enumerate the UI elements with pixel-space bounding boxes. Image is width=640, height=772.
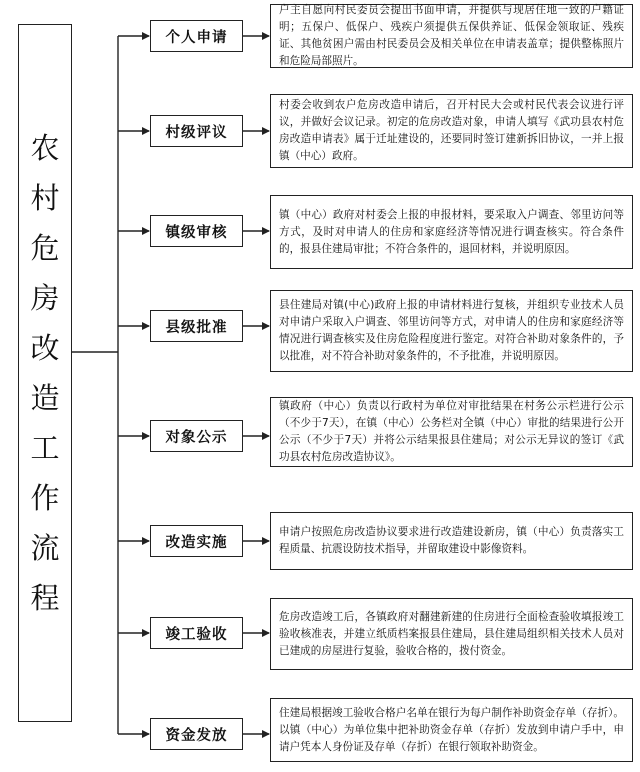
flow-title-char: 流: [30, 531, 60, 565]
step-description-text: 申请户按照危房改造协议要求进行改造建设新房，镇（中心）负责落实工程质量、抗震设防技术指导，并留取建设中影像资料。: [279, 526, 624, 555]
step-description-7: [270, 598, 633, 670]
flow-title-char: 程: [30, 581, 60, 615]
step-description-text: 住建局根据竣工验收合格户名单在银行为每户制作补助资金存单（存折）。以镇（中心）为单位集中把补助资金存单（存折）发放到申请户手中，申请户凭本人身份证及存单（存折）在银行领取补助资金。: [279, 706, 624, 753]
flow-title-char: 村: [30, 181, 60, 215]
step-box-4: 县级批准: [150, 310, 243, 342]
step-description-text: 镇（中心）政府对村委会上报的申报材料，要采取入户调查、邻里访问等方式，及时对申请人的住房和家庭经济等情况进行调查核实。符合条件的，报县住建局审批；不符合条件的，退回材料，并说明原因。: [279, 208, 624, 255]
flow-title-char: 作: [30, 481, 60, 515]
step-box-1: 个人申请: [150, 20, 243, 52]
step-box-7: 竣工验收: [150, 617, 243, 649]
step-box-8: 资金发放: [150, 718, 243, 750]
flow-title-char: 工: [30, 431, 60, 465]
flow-title-char: 农: [30, 131, 60, 165]
step-description-1: [270, 4, 633, 68]
step-box-5: 对象公示: [150, 420, 243, 452]
step-description-5: [270, 397, 633, 467]
flow-title-char: 改: [30, 331, 60, 365]
step-description-2: [270, 94, 633, 168]
step-description-4: [270, 290, 633, 372]
step-description-6: [270, 512, 633, 570]
step-description-8: [270, 698, 633, 762]
step-description-text: 镇政府（中心）负责以行政村为单位对审批结果在村务公示栏进行公示（不少于7天），在镇（中心）公务栏对全镇（中心）审批的结果进行公开公示（不少于7天）并将公示结果报县住建局；对公示无异议的签订《武功县农村危房改造协议》。: [279, 400, 624, 463]
step-box-2: 村级评议: [150, 115, 243, 147]
step-box-6: 改造实施: [150, 525, 243, 557]
flow-title-char: 危: [30, 231, 60, 265]
flow-title-char: 房: [30, 281, 60, 315]
step-description-text: 县住建局对镇(中心)政府上报的申请材料进行复核，并组织专业技术人员对申请户采取入户调查、邻里访问等方式，对申请人的住房和家庭经济等情况进行调查核实及住房危险程度进行鉴定。对符合补助对象条件的，予以批准，对不符合补助对象条件的，不予批准，并说明原因。: [279, 299, 624, 362]
step-description-text: 危房改造竣工后，各镇政府对翻建新建的住房进行全面检查验收填报竣工验收核准表，并建立纸质档案报县住建局，县住建局组织相关技术人员对已建成的房屋进行复验，验收合格的，拨付资金。: [279, 610, 624, 657]
step-description-text: 户主自愿向村民委员会提出书面申请，并提供与现居住地一致的户籍证明；五保户、低保户、残疾户须提供五保供养证、低保金领取证、残疾证、其他贫困户需由村民委员会及相关单位在申请表盖章；提供整栋照片和危险局部照片。: [279, 4, 624, 67]
flow-title-box: [18, 24, 72, 722]
flow-title-char: 造: [30, 381, 60, 415]
step-box-3: 镇级审核: [150, 215, 243, 247]
step-description-text: 村委会收到农户危房改造申请后，召开村民大会或村民代表会议进行评议，并做好会议记录。初定的危房改造对象，申请人填写《武功县农村危房改造申请表》属于迁址建设的，还要同时签订建新拆旧协议，一并上报镇（中心）政府。: [279, 99, 624, 162]
step-description-3: [270, 195, 633, 269]
